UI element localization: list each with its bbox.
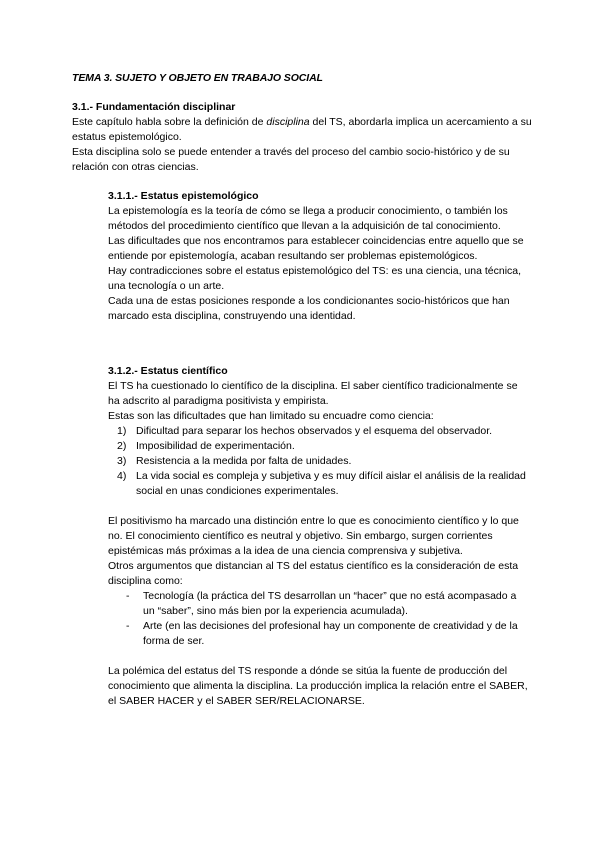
- paragraph: El positivismo ha marcado una distinción entre lo que es conocimiento científico y lo que no. El conocimiento científico es neutral y objetivo. Sin embargo, surgen corrientes epistémicas más próximas a la idea de una ciencia comprensiva y subjetiva.: [108, 515, 519, 557]
- paragraph: Las dificultades que nos encontramos para establecer coincidencias entre aquello que se entiende por epistemología, acaban resultando ser problemas epistemológicos.: [108, 235, 524, 262]
- list-item: 1) Dificultad para separar los hechos observados y el esquema del observador.: [117, 425, 493, 437]
- section-3-1-2: [108, 364, 530, 709]
- list-item: - Tecnología (la práctica del TS desarrollan un “hacer” que no está acompasado a un “saber”, sino más bien por la experiencia acumulada).: [126, 590, 517, 617]
- italic-term: disciplina: [266, 116, 310, 128]
- paragraph: La epistemología es la teoría de cómo se llega a producir conocimiento, o también los métodos del procedimiento científico que llevan a la adquisición de tal conocimiento.: [108, 205, 508, 232]
- paragraph: Cada una de estas posiciones responde a los condicionantes socio-históricos que han marcado esta disciplina, construyendo una identidad.: [108, 295, 510, 322]
- document-title: TEMA 3. SUJETO Y OBJETO EN TRABAJO SOCIAL: [72, 72, 323, 84]
- paragraph: Otros argumentos que distancian al TS del estatus científico es la consideración de esta disciplina como:: [108, 560, 519, 587]
- list-item: - Arte (en las decisiones del profesional hay un componente de creatividad y de la forma de ser.: [126, 620, 518, 647]
- section-3-1-1: [108, 189, 530, 324]
- paragraph: Estas son las dificultades que han limitado su encuadre como ciencia:: [108, 410, 434, 422]
- paragraph: La polémica del estatus del TS responde a dónde se sitúa la fuente de producción del conocimiento que alimenta la disciplina. La producción implica la relación entre el SABER, el SABER HACER y el SABER SER/RELACIONARSE.: [108, 665, 528, 707]
- paragraph: Hay contradicciones sobre el estatus epistemológico del TS: es una ciencia, una técnica, una tecnología o un arte.: [108, 265, 522, 292]
- dashed-list: [108, 589, 530, 649]
- list-item: 2) Imposibilidad de experimentación.: [117, 440, 295, 452]
- section-3-1: [72, 100, 532, 175]
- subsection-heading: 3.1.2.- Estatus científico: [108, 365, 228, 377]
- section-heading: 3.1.- Fundamentación disciplinar: [72, 101, 236, 113]
- subsection-heading: 3.1.1.- Estatus epistemológico: [108, 190, 259, 202]
- paragraph: El TS ha cuestionado lo científico de la disciplina. El saber científico tradicionalmente se ha adscrito al paradigma positivista y empirista.: [108, 380, 518, 407]
- numbered-list: [108, 424, 530, 499]
- paragraph: Esta disciplina solo se puede entender a través del proceso del cambio socio-histórico y de su relación con otras ciencias.: [72, 146, 510, 173]
- list-item: 3) Resistencia a la medida por falta de unidades.: [117, 455, 352, 467]
- paragraph: Este capítulo habla sobre la definición de disciplina del TS, abordarla implica un acercamiento a su estatus epistemológico.: [72, 116, 532, 143]
- list-item: 4) La vida social es compleja y subjetiva y es muy difícil aislar el análisis de la realidad social en unas condiciones experimentales.: [117, 470, 526, 497]
